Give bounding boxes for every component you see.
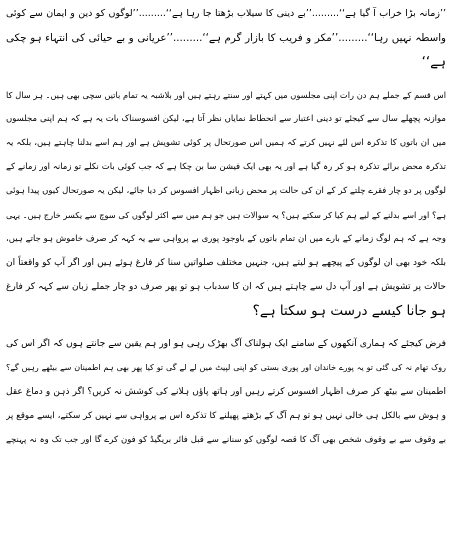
body-paragraph — [6, 83, 446, 323]
paragraph-gap — [6, 323, 446, 332]
text-line: واسطہ نہیں رہا‘‘.........’’مکر و فریب کا بازار گرم ہے‘‘.........’’عریانی و بے حیائی کی انتہاء ہو چکی — [6, 32, 446, 44]
body-paragraph — [6, 332, 446, 452]
text-line: ہو جانا کیسے درست ہو سکتا ہے؟ — [252, 303, 446, 319]
text-line: میں ان باتوں کا تذکرہ اس لئے نہیں کرتے کہ ہمیں اس صورتحال پر کوئی تشویش ہے اور ہم اسے بدلنا چاہتے ہیں، بلکہ یہ — [6, 138, 446, 148]
text-line: اطمینان سے بیٹھ کر صرف اظہار افسوس کرتے رہیں اور ہاتھ پاؤں ہلانے کی کوشش نہ کریں؟ اگر ذہن و دماغ عقل — [6, 387, 446, 397]
text-line: و ہوش سے بالکل ہی خالی نہیں ہو تو ہم آگ کے بڑھتے پھیلنے کا تذکرہ اس بے پرواہی سے نہیں کر سکتے، ایسے موقع پر — [6, 411, 446, 421]
quotes-paragraph — [6, 2, 446, 74]
text-line: ہے؟ اور اسے بدلنے کے لیے ہم کیا کر سکتے ہیں؟ یہ سوالات ہیں جو ہم میں سے اکثر لوگوں کی سوچ سے یکسر خارج ہیں۔ یہی — [6, 210, 446, 220]
text-line: وجہ ہے کہ ہم لوگ زمانے کے بارے میں ان تمام باتوں کے باوجود پوری بے پرواہی سے یہ کہہ کر صرف خاموش ہو جاتے ہیں، — [6, 234, 446, 244]
text-line: تذکرہ محض برائے تذکرہ ہو کر رہ گیا ہے اور یہ بھی ایک فیشن سا بن چکا ہے کہ جب کوئی بات نکلے تو زمانہ اور زمانے کے — [6, 162, 446, 172]
text-line: بے وقوف سے بے وقوف شخص بھی آگ کا قصہ لوگوں کو سنانے سے قبل فائر بریگیڈ کو فون کرے گا اور جب تک وہ نہ پہنچے — [6, 435, 446, 445]
text-line: موازنہ پچھلے سال سے کیجئے تو دینی اعتبار سے انحطاط نمایاں نظر آتا ہے، لیکن افسوسناک بات یہ ہے کہ ہم اپنی مجلسوں — [6, 114, 446, 124]
text-line: اس قسم کے جملے ہم دن رات اپنی مجلسوں میں کہتے اور سنتے رہتے ہیں اور بلاشبہ یہ تمام باتیں سچی بھی ہیں۔ ہر سال کا — [6, 90, 446, 100]
text-line: ہے‘‘ — [421, 54, 446, 70]
text-line: ’’زمانہ بڑا خراب آ گیا ہے‘‘.........’’بے دینی کا سیلاب بڑھتا جا رہا ہے‘‘.........’’لوگوں کو دین و ایمان سے کوئی — [6, 8, 446, 19]
text-line: لوگوں پر دو چار فقرے چلتے کر کے ان کی حالت پر محض زبانی اظہار افسوس کر دیا جائے، لیکن یہ صورتحال کیوں پیدا ہوئی — [6, 186, 446, 196]
text-line: روک تھام نہ کی گئی تو یہ پورے خاندان اور پوری بستی کو اپنی لپیٹ میں لے لے گی تو کیا پھر بھی ہم اطمینان سے بیٹھے رہیں گے؟ — [6, 363, 446, 372]
paragraph-gap — [6, 74, 446, 83]
text-line: حالات پر تشویش ہے اور آپ دل سے چاہتے ہیں کہ ان کا سدباب ہو تو پھر صرف دو چار جملے زبان سے کہہ کر فارغ — [6, 282, 446, 292]
text-line: بلکہ خود بھی ان لوگوں کے پیچھے ہو لیتے ہیں، جنہیں مختلف صلواتیں سنا کر فارغ ہوئے ہیں اور اگر آپ کو واقعتاً ان — [6, 258, 446, 268]
text-line: فرض کیجئے کہ ہماری آنکھوں کے سامنے ایک ہولناک آگ بھڑک رہی ہو اور ہم یقین سے جانتے ہوں کہ اگر اس کی — [6, 338, 446, 349]
